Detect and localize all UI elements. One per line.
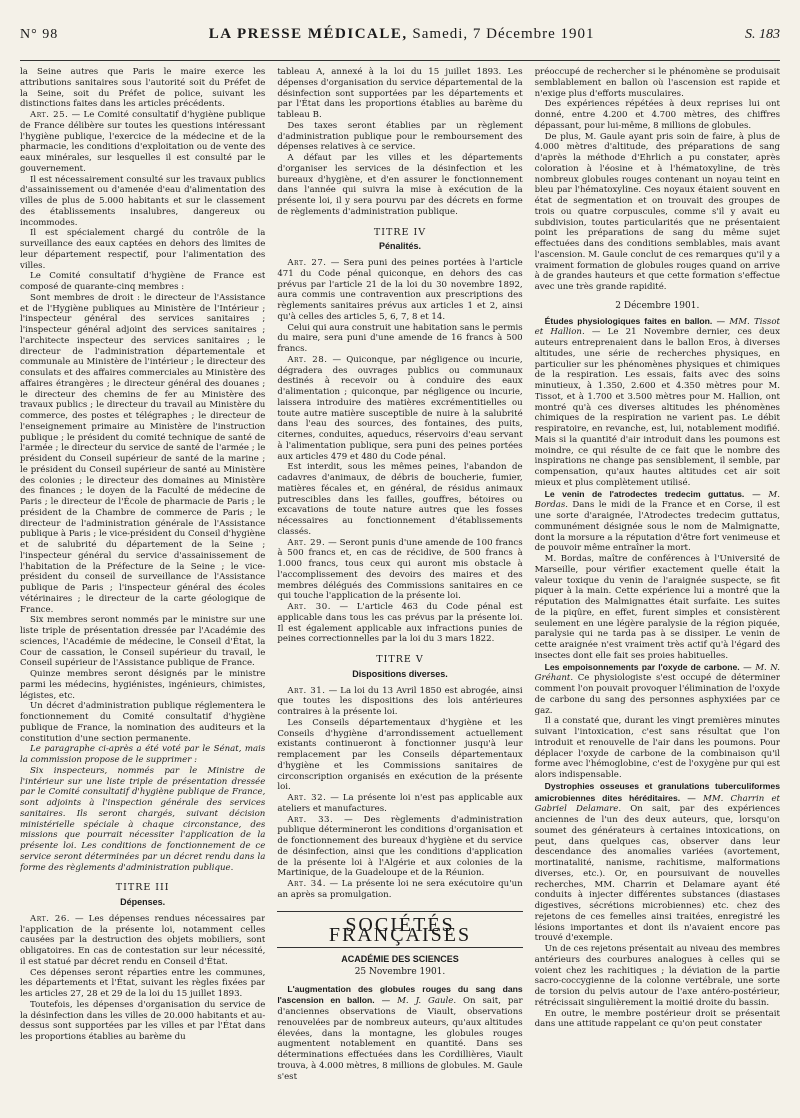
column-2: [277, 67, 522, 1107]
paragraph: Toutefois, les dépenses d'organisation du service de la désinfection dans les villes de 20.000 habitants et au-dessus sont supportées par les villes et par l'État dans les proportions établies au barème du: [20, 999, 266, 1042]
report-author: — M. Bordas.: [534, 489, 780, 511]
gaule-report: [277, 984, 522, 1083]
article-text: — Des règlements d'administration publique détermineront les conditions d'organisation et de fonctionnement des bureaux d'hygiène et du service de désinfection, ainsi que les conditions d'application de la présente loi à l'Algérie et aux colonies de la Martinique, de la Guadeloupe et de la Réunion.: [277, 814, 523, 879]
section-subtitle: Dispositions diverses.: [352, 668, 448, 679]
column-1: [20, 67, 265, 1107]
columns: [20, 67, 780, 1107]
report-text: On sait, par des expériences anciennes de l'un des deux auteurs, que, lorsqu'on soumet des générateurs à certaines intoxications, on peut, dans quelques cas, observer dans leur descendance des anomalies variées (avortement, mortinatalité, nanisme, rachitisme, malformations diverses, etc.). Or, en poursuivant de nouvelles recherches, MM. Charrin et Delamare ayant été conduits à injecter différentes substances (diastases digestives, sécrétions microbiennes) etc. chez des rejetons de ces femelles ainsi traitées, enregistré les lésions importantes et dont ils n'avaient encore pas trouvé d'exemple.: [534, 804, 780, 944]
paragraph: Des expériences répétées à deux reprises lui ont donné, entre 4.200 et 4.700 mètres, des chiffres dépassant, pour lui-même, 8 millions de globules.: [534, 99, 780, 131]
paragraph: Un de ces rejetons présentait au niveau des membres antérieurs des courbures analogues à celles qui se voient chez les rachitiques ; la déviation de la partie sacro-coccygienne de la colonne vertébrale, une sorte de torsion du pelvis autour de l'axe antéro-postérieur, rétrécissait singulièrement la moitié droite du bassin.: [534, 944, 780, 1008]
paragraph: Ces dépenses seront réparties entre les communes, les départements et l'État, suivant les règles fixées par les articles 27, 28 et 29 de la loi du 15 juillet 1893.: [20, 967, 266, 999]
report-author: — MM. Tissot et Hallion.: [534, 316, 780, 338]
paragraph: Il a constaté que, durant les vingt premières minutes suivant l'intoxication, c'est sans résultat que l'on introduit et renouvelle de l'air dans les poumons. Pour déplacer l'oxyde de carbone de la combinaison qu'il forme avec l'hémoglobine, c'est de l'oxygène pur qui est alors indispensable.: [534, 716, 780, 780]
report-text: On sait, par d'anciennes observations de Viault, observations renouvelées par de nombreux auteurs, qu'aux altitudes élevées, dans la montagne, les globules rouges augmentent notablement en quantité. Dans ses déterminations effectuées dans les Cordillières, Viault trouva, à 4.000 mètres, 8 millions de globules. M. Gaule s'est: [277, 996, 523, 1082]
venin-report: [535, 489, 780, 555]
article-label: Art. 33.: [287, 814, 334, 825]
section-title: TITRE V: [376, 654, 424, 665]
seance-date: 2 Décembre 1901.: [615, 300, 700, 311]
article-text: — Quiconque, par négligence ou incurie, dégradera des ouvrages publics ou communaux destinés à recevoir ou à conduire des eaux d'alimentation ; quiconque, par négligence ou incurie, laissera introduire des matières excrémentitielles ou toute autre matière susceptible de nuire à la salubrité dans l'eau des sources, des fontaines, des puits, citernes, conduites, aqueducs, réservoirs d'eau servant à l'alimentation publique, sera puni des peines portées aux articles 479 et 480 du Code pénal.: [277, 354, 523, 462]
column-3: [535, 67, 780, 1107]
dystrophies-report: [535, 781, 780, 944]
paragraph: Six membres seront nommés par le ministre sur une liste triple de présentation dressée par l'Académie des sciences, l'Académie de médecine, le Conseil d'État, la Cour de cassation, le Conseil supérieur du travail, le Conseil supérieur de l'Assistance publique de France.: [20, 615, 266, 669]
paragraph: Quinze membres seront désignés par le ministre parmi les médecins, hygiénistes, ingénieurs, chimistes, légistes, etc.: [20, 669, 266, 701]
article-32: [277, 793, 522, 815]
paragraph: tableau A, annexé à la loi du 15 juillet 1893. Les dépenses d'organisation du service départemental de la désinfection sont supportées par les départements et par l'État dans les proportions établies au barème du tableau B.: [277, 67, 523, 120]
article-text: — Le Comité consultatif d'hygiène publique de France délibère sur toutes les questions intéressant l'hygiène publique, l'exercice de la médecine et de la pharmacie, les conditions d'exploitation ou de vente des eaux minérales, sur lesquelles il est consulté par le gouvernement.: [20, 110, 266, 174]
article-label: Art. 25.: [30, 110, 69, 120]
paragraph: la Seine autres que Paris le maire exerce les attributions sanitaires sous l'autorité soit du Préfet de la Seine, soit du Préfet de police, suivant les distinctions faites dans les articles précédents.: [20, 67, 266, 110]
report-text: Ce physiologiste s'est occupé de déterminer comment l'on pouvait provoquer l'élimination de l'oxyde de carbone du sang des personnes asphyxiées par ce gaz.: [534, 673, 780, 716]
article-text: — Seront punis d'une amende de 100 francs à 500 francs et, en cas de récidive, de 500 francs à 1.000 francs, tous ceux qui auront mis obstacle à l'accomplissement des devoirs des maires et des membres délégués des Commissions sanitaires en ce qui touche l'application de la présente loi.: [277, 537, 523, 602]
page-number: S. 183: [745, 27, 780, 42]
report-title: Études physiologiques faites en ballon.: [544, 315, 713, 326]
societes-francaises-heading: SOCIÉTÉS FRANÇAISES: [277, 916, 522, 949]
masthead: [209, 26, 595, 43]
section-subtitle: Pénalités.: [378, 241, 421, 252]
issue-number: N° 98: [20, 27, 59, 42]
article-text: — Les dépenses rendues nécessaires par l'application de la présente loi, notamment celles causées par la destruction des objets mobiliers, sont obligatoires. En cas de contestation sur leur nécessité, il est statué par décret rendu en Conseil d'État.: [20, 913, 266, 967]
article-30: [277, 602, 522, 645]
section-subtitle: Dépenses.: [120, 897, 166, 907]
article-label: Art. 34.: [287, 879, 326, 889]
italic-paragraph: Six inspecteurs, nommés par le Ministre de l'intérieur sur une liste triple de présentation dressée par le Comité consultatif d'hygiène publique de France, sont adjoints à l'inspection générale des services sanitaires. Ils seront chargés, suivant décision ministérielle spéciale à chaque circonstance, des missions que pourrait nécessiter l'application de la présente loi. Les conditions de fonctionnement de ce service seront déterminées par un décret rendu dans la forme des règlements d'administration publique.: [20, 765, 266, 873]
paragraph: Il est nécessairement consulté sur les travaux publics d'assainissement ou d'amenée d'eau d'alimentation des villes de plus de 5.000 habitants et sur le classement des établissements insalubres, dangereux ou incommodes.: [20, 174, 266, 228]
article-label: Art. 31.: [287, 685, 326, 696]
article-label: Art. 32.: [287, 793, 327, 803]
empoisonnements-report: [535, 662, 780, 717]
report-title: Les empoisonnements par l'oxyde de carbone.: [544, 661, 740, 672]
report-title: Le venin de l'atrodectes tredecim guttatus.: [544, 488, 745, 499]
paragraph: Des taxes seront établies par un règlement d'administration publique pour le remboursement des dépenses relatives à ce service.: [277, 120, 523, 153]
article-label: Art. 26.: [30, 913, 71, 924]
report-text: — Le 21 Novembre dernier, ces deux auteurs entreprenaient dans le ballon Eros, à diverses altitudes, une série de recherches physiques, en particulier sur les phénomènes physiques et chimiques de la respiration. Les essais, faits avec des soins minutieux, à 1.350, 2.600 et 4.350 mètres pour M. Tissot, et à 1.700 et 3.500 mètres pour M. Hallion, ont montré qu'à ces diverses altitudes les phénomènes chimiques de la respiration ne varient pas. Le débit respiratoire, en revanche, est, lui, notablement modifié. Mais si la quantité d'air introduit dans les poumons est moindre, ce qui résulte de ce fait que le nombre des inspirations ne change pas sensiblement, il semble, par compensation, qu'aux hautes altitudes cet air soit mieux et plus complètement utilisé.: [534, 327, 780, 488]
paragraph: Celui qui aura construit une habitation sans le permis du maire, sera puni d'une amende de 16 francs à 500 francs.: [277, 322, 523, 354]
etudes-report: [535, 316, 780, 489]
section-title: TITRE IV: [373, 226, 427, 238]
report-author: — M. N. Gréhant.: [534, 662, 780, 684]
paragraph: En outre, le membre postérieur droit se présentait dans une attitude rappelant ce qu'on peut constater: [534, 1008, 780, 1030]
article-25: [20, 110, 265, 175]
paragraph: préoccupé de rechercher si le phénomène se produisait semblablement en ballon où l'ascension est rapide et n'exige plus d'efforts musculaires.: [534, 67, 780, 99]
divider: [277, 911, 522, 912]
report-author: — M. J. Gaule.: [374, 996, 457, 1007]
paragraph: Sont membres de droit : le directeur de l'Assistance et de l'Hygiène publiques au Ministère de l'Intérieur ; l'inspecteur général des services sanitaires ; l'inspecteur général adjoint des services sanitaires ; l'architecte inspecteur des services sanitaires ; le directeur de l'administration départementale et communale au Ministère de l'intérieur ; le directeur des consulats et des affaires commerciales au Ministère des affaires étrangères ; le directeur général des douanes ; le directeur des chemins de fer au Ministère des travaux publics ; le directeur du travail au Ministère du commerce, des postes et télégraphes ; le directeur de l'enseignement primaire au Ministère de l'instruction publique ; le président du comité technique de santé de l'armée ; le directeur du service de santé de l'armée ; le président du Conseil supérieur de santé de la marine ; le président du Conseil supérieur de santé au Ministère des colonies ; le directeur des domaines au Ministère des finances ; le doyen de la Faculté de médecine de Paris ; le directeur de l'École de pharmacie de Paris ; le président de la Chambre de commerce de Paris ; le directeur de l'administration générale de l'Assistance publique à Paris ; le vice-président du Conseil d'hygiène et de salubrité du département de la Seine ; l'inspecteur général du service d'assainissement de l'habitation de la Préfecture de la Seine ; le vice-président du conseil de surveillance de l'Assistance publique de Paris ; l'inspecteur général des écoles vétérinaires ; le directeur de la carte géologique de France.: [20, 292, 266, 615]
paragraph: Est interdit, sous les mêmes peines, l'abandon de cadavres d'animaux, de débris de boucherie, fumier, matières fécales et, en général, de résidus animaux putrescibles dans les failles, gouffres, bétoires ou excavations de toute nature autres que les fosses nécessaires au fonctionnement d'établissements classés.: [277, 462, 523, 537]
article-label: Art. 29.: [287, 537, 326, 548]
paragraph: Il est spécialement chargé du contrôle de la surveillance des eaux captées en dehors des limites de leur département respectif, pour l'alimentation des villes.: [20, 228, 266, 271]
article-text: — La loi du 13 Avril 1850 est abrogée, ainsi que toutes les dispositions des lois antérieures contraires à la présente loi.: [277, 685, 523, 717]
report-title: Dystrophies osseuses et granulations tuberculiformes amicrobiennes dites héréditaires.: [534, 780, 780, 803]
article-text: — Sera puni des peines portées à l'article 471 du Code pénal quiconque, en dehors des cas prévus par l'article 21 de la loi du 30 novembre 1892, aura commis une contravention aux prescriptions des règlements sanitaires prévus aux articles 1 et 2, ainsi qu'à celles des articles 5, 6, 7, 8 et 14.: [277, 258, 523, 322]
paragraph: De plus, M. Gaule ayant pris soin de faire, à plus de 4.000 mètres d'altitude, des préparations de sang d'après la méthode d'Ehrlich a pu constater, après coloration à l'éosine et à l'hématoxyline, de très nombreux globules rouges contenant un noyau teint en bleu par l'hématoxyline. Ces noyaux étaient souvent en état de segmentation et on trouvait des groupes de trois ou quatre corpuscules, comme s'il y avait eu subdivision, toutes particularités que ne présentaient point les préparations de sang du même sujet effectuées dans des conditions semblables, mais avant l'ascension. M. Gaule conclut de ces remarques qu'il y a vraiment formation de globules rouges quand on arrive à de grandes hauteurs et que cette formation s'effectue avec une très grande rapidité.: [534, 131, 780, 292]
article-33: [277, 815, 522, 880]
paragraph: Le Comité consultatif d'hygiène de France est composé de quarante-cinq membres :: [20, 271, 266, 292]
academie-heading: ACADÉMIE DES SCIENCES: [341, 954, 459, 964]
journal-title: LA PRESSE MÉDICALE,: [208, 26, 408, 42]
page-header: [20, 0, 780, 61]
article-label: Art. 30.: [287, 602, 331, 612]
article-label: Art. 27.: [287, 258, 327, 268]
issue-date: Samedi, 7 Décembre 1901: [412, 26, 595, 42]
italic-note: Le paragraphe ci-après a été voté par le Sénat, mais la commission propose de le supprimer :: [20, 744, 266, 765]
paragraph: Un décret d'administration publique réglementera le fonctionnement du Comité consultatif d'hygiène publique de France, la nomination des auditeurs et la constitution d'une section permanente.: [20, 701, 266, 744]
article-31: [277, 686, 522, 718]
paragraph: A défaut par les villes et les départements d'organiser les services de la désinfection et les bureaux d'hygiène, et d'en assurer le fonctionnement dans l'année qui suivra la mise à exécution de la présente loi, il y sera pourvu par des décrets en forme de règlements d'administration publique.: [277, 153, 523, 217]
article-29: [277, 538, 522, 603]
article-34: [277, 879, 522, 901]
article-28: [277, 355, 522, 463]
report-author: — MM. Charrin et Gabriel Delamare.: [534, 793, 780, 815]
article-27: [277, 258, 522, 323]
article-26: [20, 914, 265, 968]
article-label: Art. 28.: [287, 354, 328, 365]
article-text: — La présente loi ne sera exécutoire qu'un an après sa promulgation.: [277, 879, 523, 900]
seance-date: 25 Novembre 1901.: [354, 966, 446, 977]
article-text: — La présente loi n'est pas applicable aux ateliers et manufactures.: [277, 793, 523, 814]
report-title: L'augmentation des globules rouges du sang dans l'ascension en ballon.: [277, 983, 523, 1006]
report-text: Dans le midi de la France et en Corse, il est une sorte d'araignée, l'Atrodectes tredecim guttatus, communément désignée sous le nom de Malmignatte, dont la morsure a la réputation d'être fort venimeuse et de pouvoir même entraîner la mort.: [534, 500, 780, 554]
article-text: — L'article 463 du Code pénal est applicable dans tous les cas prévus par la présente loi. Il est également applicable aux infractions punies de peines correctionnelles par la loi du 3 mars 1822.: [277, 602, 523, 645]
paragraph: M. Bordas, maître de conférences à l'Université de Marseille, pour vérifier exactement quelle était la valeur toxique du venin de l'araignée suspecte, se fit piquer à la main. Cette expérience lui a montré que la réputation des Malmignattes était surfaite. Les suites de la piqûre, en effet, furent simples et consistèrent seulement en une légère paralysie de la région piquée, paralysie qui ne tarda pas à se dissiper. Le venin de cette araignée n'est vraiment très actif qu'à l'égard des insectes dont elle fait ses proies habituelles.: [534, 554, 780, 661]
section-title: TITRE III: [115, 882, 170, 894]
paragraph: Les Conseils départementaux d'hygiène et les Conseils d'hygiène d'arrondissement actuellement existants continueront à fonctionner jusqu'à leur remplacement par les Conseils départementaux d'hygiène et les Commissions sanitaires de circonscription organisés en exécution de la présente loi.: [277, 717, 523, 793]
